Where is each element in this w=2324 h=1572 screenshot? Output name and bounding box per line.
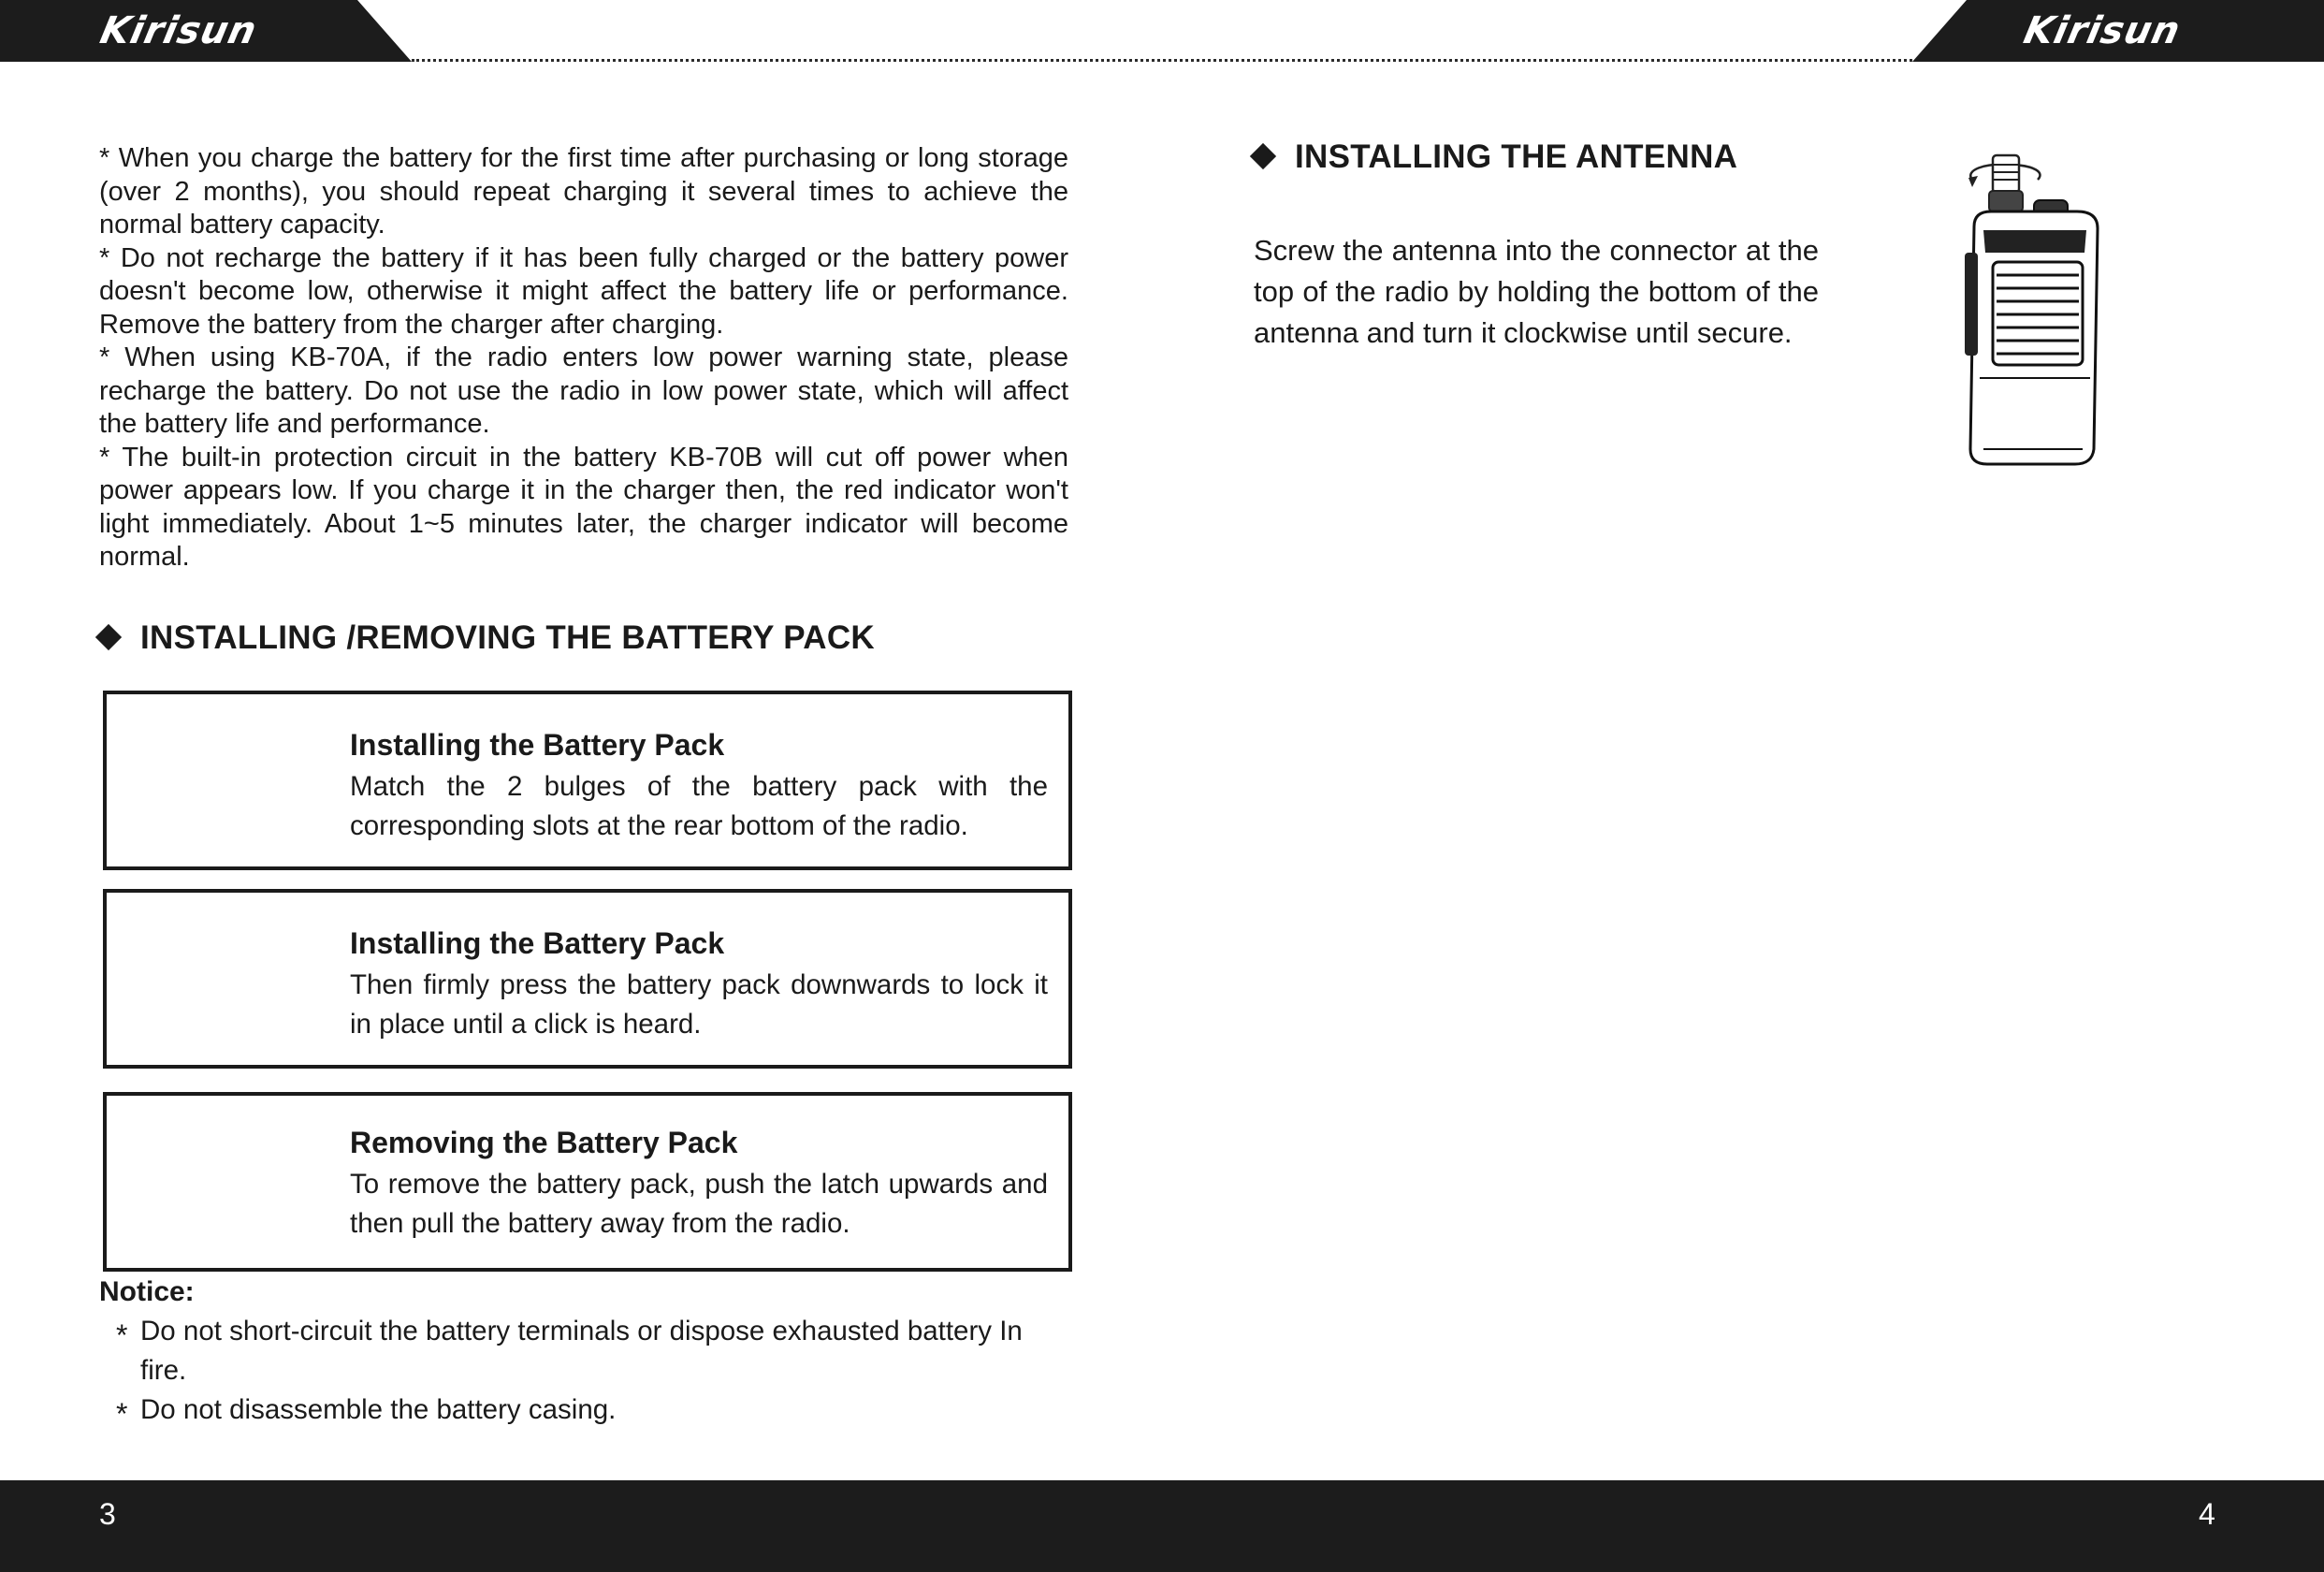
notice-item: * Do not short-circuit the battery terminals or dispose exhausted battery In fire. [116, 1316, 1023, 1386]
page-footer [0, 1480, 2324, 1572]
battery-charging-notes [99, 142, 1068, 575]
step-text: To remove the battery pack, push the latch upwards and then pull the battery away from the radio. [350, 1169, 1048, 1239]
note-kb70a: * When using KB-70A, if the radio enters low power warning state, please recharge the battery. Do not use the radio in low power state, which will affect the battery life and performance. [99, 342, 1068, 439]
page-number-left: 3 [99, 1497, 116, 1531]
antenna-instructions: Screw the antenna into the connector at the top of the radio by holding the bottom of the antenna and turn it clockwise until secure. [1254, 234, 1819, 349]
radio-antenna-illustration-icon [1955, 150, 2120, 468]
step-text: Match the 2 bulges of the battery pack with the corresponding slots at the rear bottom of the radio. [350, 771, 1048, 841]
battery-section-heading: INSTALLING /REMOVING THE BATTERY PACK [99, 619, 875, 657]
header-dotted-rule [412, 59, 1912, 62]
brand-logo-left: Kirisun [96, 9, 261, 52]
step-title: Installing the Battery Pack [350, 926, 725, 960]
notice-heading: Notice: [99, 1276, 195, 1307]
step-box-remove [103, 1092, 1072, 1272]
step-text: Then firmly press the battery pack downwards to lock it in place until a click is heard. [350, 969, 1048, 1040]
page-number-right: 4 [2199, 1497, 2215, 1531]
note-kb70b: * The built-in protection circuit in the battery KB-70B will cut off power when power appears low. If you charge it in the charger then, the red indicator won't light immediately. About 1~5 minutes later, the charger indicator will become normal. [99, 442, 1068, 572]
diamond-bullet-icon [1250, 143, 1276, 169]
notice-item: * Do not disassemble the battery casing. [116, 1390, 1070, 1430]
note-first-charge: * When you charge the battery for the first time after purchasing or long storage (over 2 months), you should repeat charging it several times to achieve the normal battery capacity. [99, 143, 1068, 240]
diamond-bullet-icon [95, 624, 122, 650]
step-title: Removing the Battery Pack [350, 1126, 738, 1159]
antenna-section-heading: INSTALLING THE ANTENNA [1254, 138, 1737, 176]
asterisk-bullet-icon: * [116, 1397, 128, 1431]
page-header [0, 0, 2324, 64]
step-title: Installing the Battery Pack [350, 728, 725, 762]
step-box-install-2 [103, 889, 1072, 1069]
asterisk-bullet-icon: * [116, 1318, 128, 1352]
brand-logo-right: Kirisun [2020, 9, 2185, 52]
notice-list [116, 1312, 1070, 1430]
note-no-recharge: * Do not recharge the battery if it has been fully charged or the battery power doesn't become low, otherwise it might affect the battery life or performance. Remove the battery from the charger after charging. [99, 242, 1068, 340]
step-box-install-1 [103, 691, 1072, 870]
